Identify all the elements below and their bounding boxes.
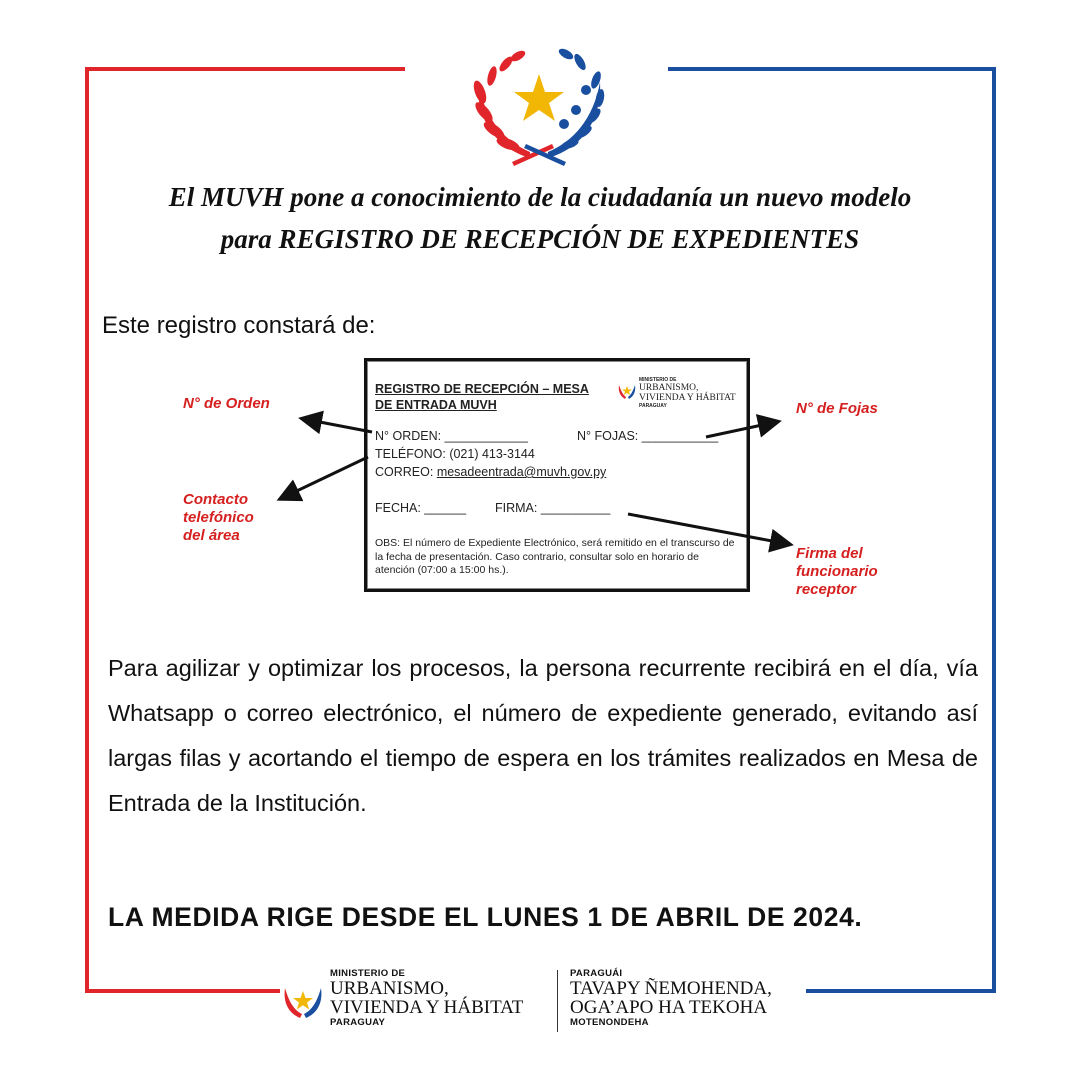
headline-line-2: para REGISTRO DE RECEPCIÓN DE EXPEDIENTES [220,224,860,254]
callout-orden: N° de Orden [183,395,270,412]
form-correo-label: CORREO: [375,465,437,479]
form-correo-value: mesadeentrada@muvh.gov.py [436,465,607,479]
footer-emblem-icon [282,980,324,1020]
notice-text: LA MEDIDA RIGE DESDE EL LUNES 1 DE ABRIL DE 2024. [108,902,863,932]
callout-firma-1: Firma del [796,545,863,562]
arrow-orden [304,419,372,432]
callout-firma [796,545,878,599]
form-fojas: N° FOJAS: ___________ [577,429,719,443]
footer-guarani-text [570,968,810,1028]
form-title: REGISTRO DE RECEPCIÓN – MESA DE ENTRADA MUVH [375,382,589,412]
callout-contacto [183,491,254,545]
form-fecha: FECHA: ______ [375,501,467,515]
footer-right-line1: TAVAPY ÑEMOHENDA, [570,978,772,999]
footer-right-small: PARAGUÁI [570,968,623,979]
body-paragraph: Para agilizar y optimizar los procesos, la persona recurrente recibirá en el día, vía Whatsapp o correo electrónico, el número de expediente generado, evitando así largas filas y acortando el tiempo de espera en los trámites realizados en Mesa de Entrada de la Institución. [108,655,978,816]
footer-divider [557,970,558,1032]
footer-left-country: PARAGUAY [330,1017,386,1028]
callout-contacto-3: del área [183,527,240,544]
footer-right-country: MOTENONDEHA [570,1017,649,1028]
form-telefono: TELÉFONO: (021) 413-3144 [375,447,535,461]
footer-ministry-text [330,968,560,1028]
headline-line-1: El MUVH pone a conocimiento de la ciudadanía un nuevo modelo [168,182,912,212]
form-logo-line2: VIVIENDA Y HÁBITAT [639,393,736,403]
form-obs: OBS: El número de Expediente Electrónico, será remitido en el transcurso de la fecha de presentación. Caso contrario, consultar solo en horario de atención (07:00 a 15:00 hs.). [375,537,735,576]
callout-fojas: N° de Fojas [796,400,878,417]
arrow-contacto [282,457,368,498]
footer-left-line1: URBANISMO, [330,978,449,999]
form-logo-line1: URBANISMO, [639,383,699,393]
callout-contacto-1: Contacto [183,491,248,508]
form-logo-small: MINISTERIO DE [639,377,677,383]
intro-text: Este registro constará de: [102,312,376,339]
footer-left-small: MINISTERIO DE [330,968,406,979]
footer-left-line2: VIVIENDA Y HÁBITAT [330,997,524,1018]
callout-firma-3: receptor [796,581,857,598]
form-firma: FIRMA: __________ [495,501,611,515]
callout-firma-2: funcionario [796,563,878,580]
callout-contacto-2: telefónico [183,509,254,526]
form-logo-country: PARAGUAY [639,403,667,409]
form-orden: N° ORDEN: ____________ [375,429,529,443]
footer-right-line2: OGA’APO HA TEKOHA [570,997,768,1018]
arrow-firma [628,514,788,544]
arrow-fojas [706,422,776,437]
